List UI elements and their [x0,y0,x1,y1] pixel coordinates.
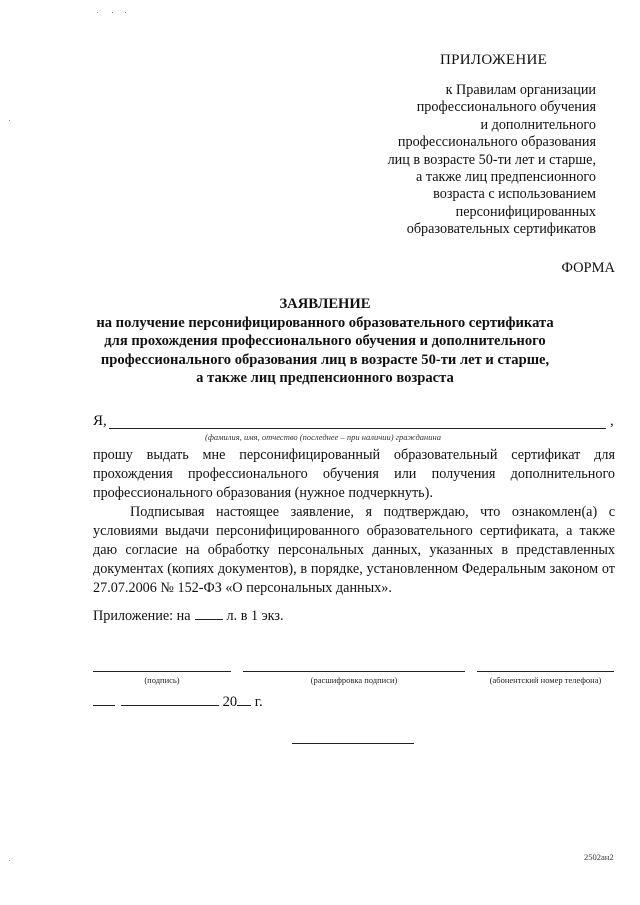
scan-speck [125,12,126,13]
blank-line [292,743,414,744]
applicant-suffix: , [610,413,614,429]
date-line [93,692,263,711]
appendix-suffix: л. в 1 экз. [226,608,284,624]
annex-line: к Правилам организации [445,82,596,98]
applicant-prefix: Я, [93,413,107,429]
date-month-field[interactable] [121,692,219,706]
scan-speck [9,120,10,121]
form-label: ФОРМА [561,260,615,276]
request-paragraph: прошу выдать мне персонифицированный образовательный сертификат для прохождения профессионального обучения или получения дополнительного профессионального образования (нужное подчеркнуть). [93,447,615,501]
scan-speck [9,860,10,861]
signature-decryption-label: (расшифровка подписи) [310,675,398,685]
date-year-field[interactable] [237,692,251,706]
heading-line: для прохождения профессионального обучения и дополнительного [104,333,546,350]
scan-speck [97,12,98,13]
date-year-suffix: г. [254,694,263,710]
annex-line: возраста с использованием [433,186,596,203]
phone-number-label: (абонентский номер телефона) [489,675,602,685]
date-day-field[interactable] [93,692,115,706]
consent-paragraph: Подписывая настоящее заявление, я подтверждаю, что ознакомлен(а) с условиями выдачи персонифицированного образовательного сертификата, а также даю согласие на обработку персональных данных, указанных в представленных документах (копиях документов), в порядке, установленном Федеральным законом от 27.07.2006 № 152-ФЗ «О персональных данных». [93,504,615,596]
annex-line: и дополнительного [480,116,596,133]
annex-line: а также лиц предпенсионного [416,169,596,186]
applicant-name-hint: (фамилия, имя, отчество (последнее – при наличии) гражданина [205,432,441,442]
annex-line: лиц в возрасте 50-ти лет и старше, [387,151,596,168]
phone-number-field[interactable] [477,671,614,672]
annex-title: ПРИЛОЖЕНИЕ [440,52,548,68]
appendix-prefix: Приложение: на [93,608,191,624]
annex-line: персонифицированных [455,203,596,220]
scan-speck [112,12,113,13]
appendix-pages-field[interactable] [195,607,223,620]
signature-decryption-field[interactable] [243,671,465,672]
heading-title: ЗАЯВЛЕНИЕ [279,296,371,312]
applicant-name-field[interactable] [109,428,606,429]
annex-description [330,82,596,239]
heading-line: на получение персонифицированного образовательного сертификата [96,314,554,331]
heading-line: профессионального образования лиц в возрасте 50-ти лет и старше, [100,351,550,368]
heading-line: а также лиц предпенсионного возраста [196,370,454,387]
annex-line: профессионального образования [397,134,596,151]
signature-label: (подпись) [144,675,180,685]
document-heading [60,295,590,388]
annex-line: профессионального обучения [416,99,596,116]
document-code: 2502ан2 [584,852,614,862]
appendix-line [93,607,284,625]
signature-field[interactable] [93,671,231,672]
annex-line: образовательных сертификатов [406,221,596,238]
date-year-prefix: 20 [222,694,238,710]
